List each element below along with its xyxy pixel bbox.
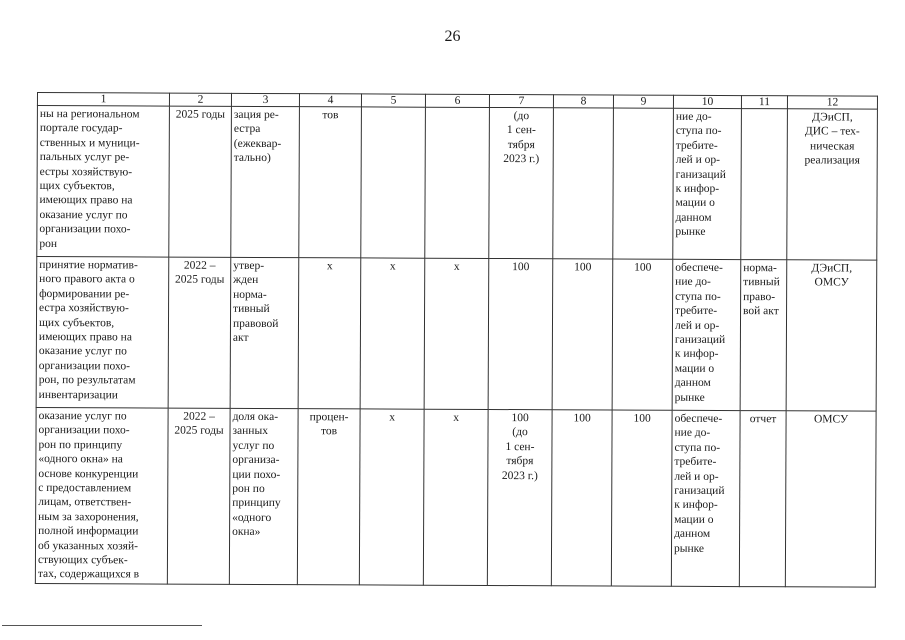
value-cell: х: [424, 258, 489, 409]
deadline-cell: 2022 – 2025 годы: [168, 257, 231, 408]
column-header: 6: [425, 94, 489, 107]
column-header: 2: [169, 93, 231, 106]
column-header: 10: [673, 95, 741, 108]
column-header: 8: [553, 95, 613, 108]
value-cell: 100 (до 1 сен- тября 2023 г.): [487, 409, 552, 585]
deadline-cell: 2025 годы: [169, 106, 232, 257]
deadline-cell: 2022 – 2025 годы: [167, 408, 230, 584]
measure-description: принятие норматив- ного правого акта о формировании ре- естра хозяйствую- щих субъектов, имеющих право на оказание услуг по организации похо- рон, по результатам инвентаризации: [36, 257, 169, 409]
result-cell: обеспече- ние до- ступа по- требите- лей и ор- ганизаций к инфор- мации о данном рынке: [671, 410, 740, 586]
unit-cell: тов: [299, 107, 362, 258]
value-cell: [425, 107, 490, 258]
unit-cell: процен- тов: [297, 409, 360, 585]
indicator-cell: утвер- жден норма- тивный правовой акт: [230, 257, 299, 408]
indicator-cell: доля ока- занных услуг по организа- ции похо- рон по принципу «одного окна»: [229, 408, 298, 584]
result-cell: обеспече- ние до- ступа по- требите- лей и ор- ганизаций к инфор- мации о данном рынке: [672, 259, 741, 410]
indicator-cell: зация ре- естра (ежеквар- тально): [231, 106, 300, 257]
unit-cell: х: [298, 258, 361, 409]
document-type-cell: [741, 109, 788, 260]
responsible-cell: ДЭиСП, ОМСУ: [786, 260, 877, 411]
value-cell: [613, 108, 674, 259]
value-cell: х: [423, 409, 488, 585]
table-row: [35, 407, 876, 587]
column-header: 12: [787, 96, 877, 109]
document-type-cell: норма- тивный право- вой акт: [740, 260, 787, 411]
value-cell: 100: [488, 258, 553, 409]
document-type-cell: отчет: [739, 411, 786, 587]
column-header: 4: [299, 94, 361, 107]
value-cell: [553, 108, 614, 259]
column-header: 11: [741, 96, 787, 109]
measure-description: оказание услуг по организации похо- рон по принципу «одного окна» на основе конкуренции с предоставлением лицам, ответствен- ным за захоронения, полной информации об указанных хозяй- ствующих субъек- тах, содержащихся в: [35, 407, 168, 583]
value-cell: 100: [612, 259, 673, 410]
page-footer-rule: [2, 625, 202, 626]
responsible-cell: ДЭиСП, ДИС – тех- ническая реализация: [787, 109, 878, 260]
table-row: [37, 106, 878, 261]
value-cell: х: [360, 258, 425, 409]
responsible-cell: ОМСУ: [785, 411, 876, 587]
column-header: 9: [613, 95, 673, 108]
column-header: 3: [231, 93, 299, 106]
measures-table: [35, 92, 878, 588]
page-number: 26: [444, 28, 461, 45]
table-row: [36, 257, 877, 412]
value-cell: 100: [552, 259, 613, 410]
value-cell: [361, 107, 426, 258]
value-cell: 100: [551, 410, 612, 586]
value-cell: 100: [611, 410, 672, 586]
measure-description: ны на региональном портале государ- ственных и муници- пальных услуг ре- естры хозяйствую- щих субъектов, имеющих право на оказание услуг по организации похо- рон: [37, 106, 170, 258]
value-cell: (до 1 сен- тября 2023 г.): [489, 107, 554, 258]
column-header: 1: [37, 93, 169, 107]
value-cell: х: [359, 409, 424, 585]
column-header: 5: [361, 94, 425, 107]
column-header: 7: [489, 94, 553, 107]
result-cell: ние до- ступа по- требите- лей и ор- ганизаций к инфор- мации о данном рынке: [673, 108, 742, 259]
